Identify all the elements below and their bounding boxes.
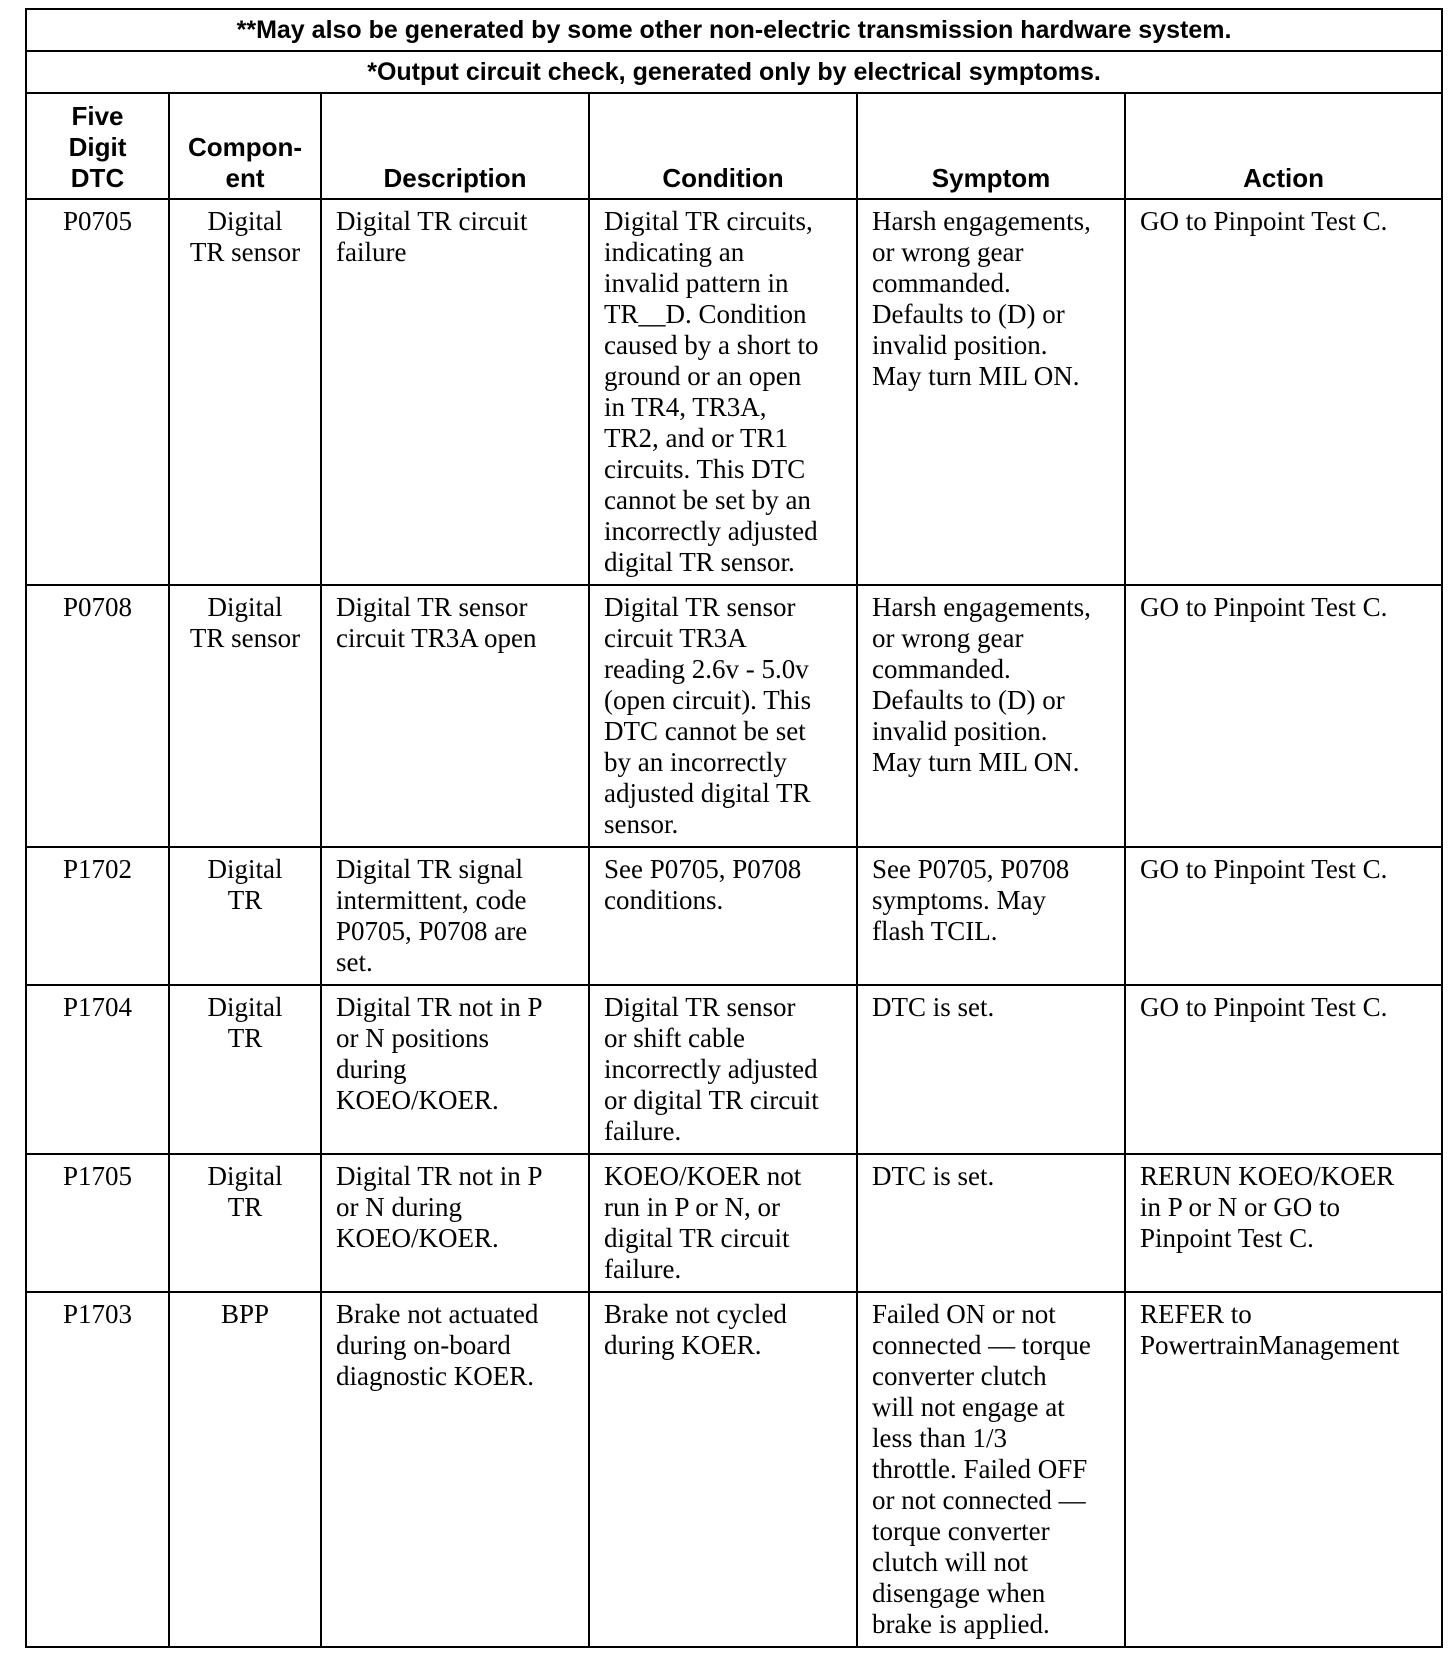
table-row bbox=[26, 199, 1442, 585]
symptom-cell: See P0705, P0708 symptoms. May flash TCIL. bbox=[857, 847, 1125, 985]
description-cell: Digital TR signal intermittent, code P0705, P0708 are set. bbox=[321, 847, 589, 985]
dtc-cell: P1703 bbox=[26, 1292, 169, 1647]
description-cell: Digital TR not in P or N during KOEO/KOER. bbox=[321, 1154, 589, 1292]
header-dtc: Five Digit DTC bbox=[26, 93, 169, 199]
action-cell: GO to Pinpoint Test C. bbox=[1125, 985, 1442, 1154]
symptom-cell: Harsh engagements, or wrong gear commanded. Defaults to (D) or invalid position. May turn MIL ON. bbox=[857, 199, 1125, 585]
condition-cell: KOEO/KOER not run in P or N, or digital TR circuit failure. bbox=[589, 1154, 857, 1292]
action-cell: RERUN KOEO/KOER in P or N or GO to Pinpoint Test C. bbox=[1125, 1154, 1442, 1292]
condition-cell: Brake not cycled during KOER. bbox=[589, 1292, 857, 1647]
symptom-cell: DTC is set. bbox=[857, 985, 1125, 1154]
component-cell: Digital TR bbox=[169, 985, 321, 1154]
component-cell: Digital TR sensor bbox=[169, 585, 321, 847]
description-cell: Digital TR circuit failure bbox=[321, 199, 589, 585]
header-component: Compon- ent bbox=[169, 93, 321, 199]
header-symptom: Symptom bbox=[857, 93, 1125, 199]
symptom-cell: Harsh engagements, or wrong gear commanded. Defaults to (D) or invalid position. May turn MIL ON. bbox=[857, 585, 1125, 847]
symptom-cell: DTC is set. bbox=[857, 1154, 1125, 1292]
condition-cell: Digital TR sensor circuit TR3A reading 2.6v - 5.0v (open circuit). This DTC cannot be set by an incorrectly adjusted digital TR sensor. bbox=[589, 585, 857, 847]
dtc-cell: P1702 bbox=[26, 847, 169, 985]
condition-cell: Digital TR sensor or shift cable incorrectly adjusted or digital TR circuit failure. bbox=[589, 985, 857, 1154]
hardware-note: **May also be generated by some other non-electric transmission hardware system. bbox=[26, 9, 1442, 51]
table-row bbox=[26, 585, 1442, 847]
description-cell: Brake not actuated during on-board diagnostic KOER. bbox=[321, 1292, 589, 1647]
component-cell: Digital TR bbox=[169, 1154, 321, 1292]
dtc-cell: P1705 bbox=[26, 1154, 169, 1292]
action-cell: GO to Pinpoint Test C. bbox=[1125, 585, 1442, 847]
header-description: Description bbox=[321, 93, 589, 199]
header-action: Action bbox=[1125, 93, 1442, 199]
dtc-cell: P1704 bbox=[26, 985, 169, 1154]
header-condition: Condition bbox=[589, 93, 857, 199]
dtc-cell: P0705 bbox=[26, 199, 169, 585]
table-row bbox=[26, 1154, 1442, 1292]
table-row bbox=[26, 847, 1442, 985]
table-row bbox=[26, 1292, 1442, 1647]
column-header-row bbox=[26, 93, 1442, 199]
table-row bbox=[26, 985, 1442, 1154]
description-cell: Digital TR sensor circuit TR3A open bbox=[321, 585, 589, 847]
component-cell: Digital TR sensor bbox=[169, 199, 321, 585]
description-cell: Digital TR not in P or N positions during KOEO/KOER. bbox=[321, 985, 589, 1154]
dtc-cell: P0708 bbox=[26, 585, 169, 847]
action-cell: GO to Pinpoint Test C. bbox=[1125, 199, 1442, 585]
condition-cell: See P0705, P0708 conditions. bbox=[589, 847, 857, 985]
symptom-cell: Failed ON or not connected — torque converter clutch will not engage at less than 1/3 throttle. Failed OFF or not connected — torque converter clutch will not disengage when brake is applied. bbox=[857, 1292, 1125, 1647]
hardware-note-row bbox=[26, 9, 1442, 51]
component-cell: BPP bbox=[169, 1292, 321, 1647]
component-cell: Digital TR bbox=[169, 847, 321, 985]
output-note-row bbox=[26, 51, 1442, 93]
condition-cell: Digital TR circuits, indicating an invalid pattern in TR__D. Condition caused by a short to ground or an open in TR4, TR3A, TR2, and or TR1 circuits. This DTC cannot be set by an incorrectly adjusted digital TR sensor. bbox=[589, 199, 857, 585]
dtc-table bbox=[25, 8, 1443, 1648]
action-cell: REFER to PowertrainManagement bbox=[1125, 1292, 1442, 1647]
action-cell: GO to Pinpoint Test C. bbox=[1125, 847, 1442, 985]
dtc-table-container bbox=[25, 8, 1441, 1648]
output-note: *Output circuit check, generated only by electrical symptoms. bbox=[26, 51, 1442, 93]
